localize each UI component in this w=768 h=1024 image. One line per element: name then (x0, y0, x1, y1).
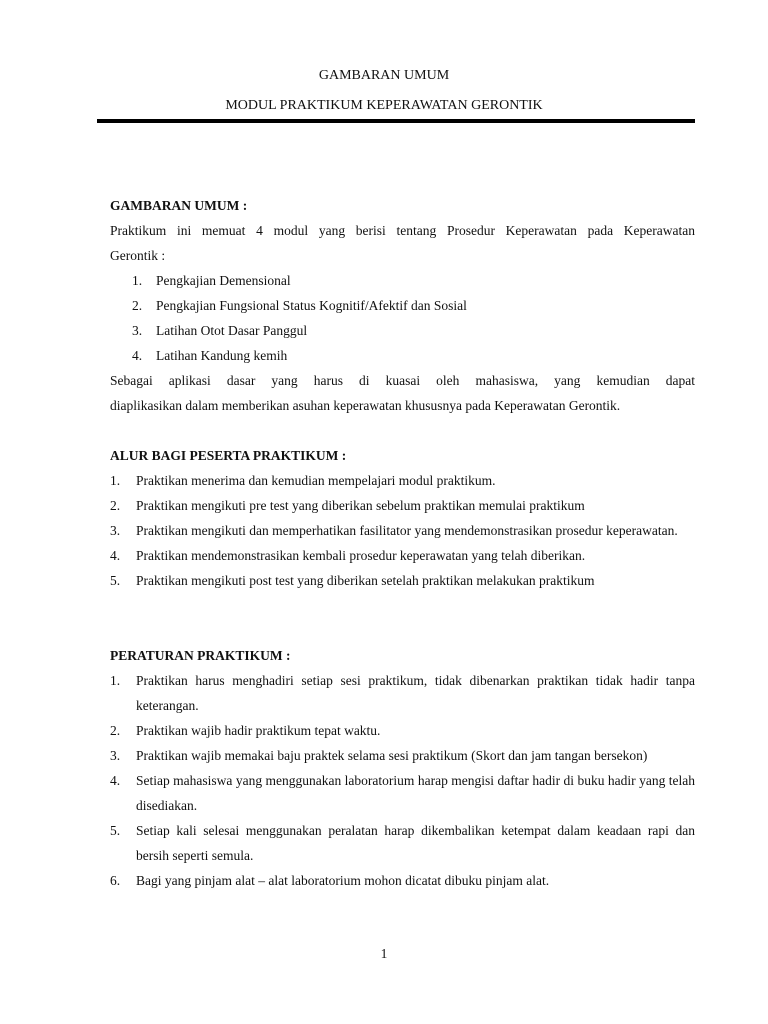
list-item (110, 518, 695, 543)
list-text: Praktikan menerima dan kemudian mempelajari modul praktikum. (136, 473, 496, 488)
list-item (110, 468, 695, 493)
list-item (110, 718, 695, 743)
paragraph-line: diaplikasikan dalam memberikan asuhan keperawatan khususnya pada Keperawatan Gerontik. (110, 398, 621, 413)
list-text: Praktikan wajib hadir praktikum tepat waktu. (136, 723, 381, 738)
list-number: 6. (110, 873, 121, 888)
section-heading: PERATURAN PRAKTIKUM : (110, 648, 291, 663)
list-item (110, 868, 695, 893)
title-divider (97, 119, 695, 123)
list-number: 3. (110, 748, 121, 763)
section-rules (110, 643, 695, 893)
list-text: Bagi yang pinjam alat – alat laboratorium mohon dicatat dibuku pinjam alat. (136, 873, 550, 888)
intro-paragraph (110, 218, 695, 268)
section-overview (110, 193, 695, 418)
list-number: 1. (132, 273, 143, 288)
module-list (110, 268, 695, 368)
list-item (110, 343, 695, 368)
section-participant-flow (110, 443, 695, 593)
list-number: 3. (132, 323, 143, 338)
list-text: Praktikan mendemonstrasikan kembali prosedur keperawatan yang telah diberikan. (136, 548, 586, 563)
list-text: Latihan Otot Dasar Panggul (156, 323, 308, 338)
list-item (110, 493, 695, 518)
list-item (110, 568, 695, 593)
list-item (110, 268, 695, 293)
list-number: 3. (110, 523, 121, 538)
list-number: 5. (110, 823, 121, 838)
document-title (0, 66, 768, 115)
list-number: 4. (132, 348, 143, 363)
list-item (110, 543, 695, 568)
list-item (110, 318, 695, 343)
list-item (110, 818, 695, 868)
paragraph-line: Praktikum ini memuat 4 modul yang berisi tentang Prosedur Keperawatan pada Keperawatan (110, 223, 695, 238)
paragraph-line: Sebagai aplikasi dasar yang harus di kuasai oleh mahasiswa, yang kemudian dapat (110, 373, 695, 388)
page-number: 1 (380, 946, 388, 961)
list-text: Pengkajian Fungsional Status Kognitif/Afektif dan Sosial (156, 298, 467, 313)
list-number: 2. (132, 298, 143, 313)
title-line-2: MODUL PRAKTIKUM KEPERAWATAN GERONTIK (225, 98, 543, 113)
list-number: 2. (110, 498, 121, 513)
list-item (110, 768, 695, 818)
list-item (110, 668, 695, 718)
section-heading: GAMBARAN UMUM : (110, 198, 248, 213)
title-line-1: GAMBARAN UMUM (318, 68, 450, 83)
list-number: 1. (110, 473, 121, 488)
section-heading: ALUR BAGI PESERTA PRAKTIKUM : (110, 448, 347, 463)
list-text: Praktikan wajib memakai baju praktek selama sesi praktikum (Skort dan jam tangan bersekon) (136, 748, 648, 763)
list-number: 2. (110, 723, 121, 738)
list-text: Pengkajian Demensional (156, 273, 291, 288)
list-text: Latihan Kandung kemih (156, 348, 288, 363)
list-number: 1. (110, 673, 121, 688)
list-text: Setiap mahasiswa yang menggunakan laboratorium harap mengisi daftar hadir di buku hadir yang telah disediakan. (136, 773, 695, 813)
closing-paragraph (110, 368, 695, 418)
list-text: Setiap kali selesai menggunakan peralatan harap dikembalikan ketempat dalam keadaan rapi dan bersih seperti semula. (136, 823, 695, 863)
list-number: 4. (110, 548, 121, 563)
list-text: Praktikan harus menghadiri setiap sesi praktikum, tidak dibenarkan praktikan tidak hadir tanpa keterangan. (136, 673, 695, 713)
list-item (110, 293, 695, 318)
flow-list (110, 468, 695, 593)
paragraph-line: Gerontik : (110, 248, 166, 263)
list-text: Praktikan mengikuti pre test yang diberikan sebelum praktikan memulai praktikum (136, 498, 585, 513)
list-item (110, 743, 695, 768)
list-text: Praktikan mengikuti post test yang diberikan setelah praktikan melakukan praktikum (136, 573, 595, 588)
list-text: Praktikan mengikuti dan memperhatikan fasilitator yang mendemonstrasikan prosedur keperawatan. (136, 523, 678, 538)
list-number: 4. (110, 773, 121, 788)
list-number: 5. (110, 573, 121, 588)
rules-list (110, 668, 695, 893)
